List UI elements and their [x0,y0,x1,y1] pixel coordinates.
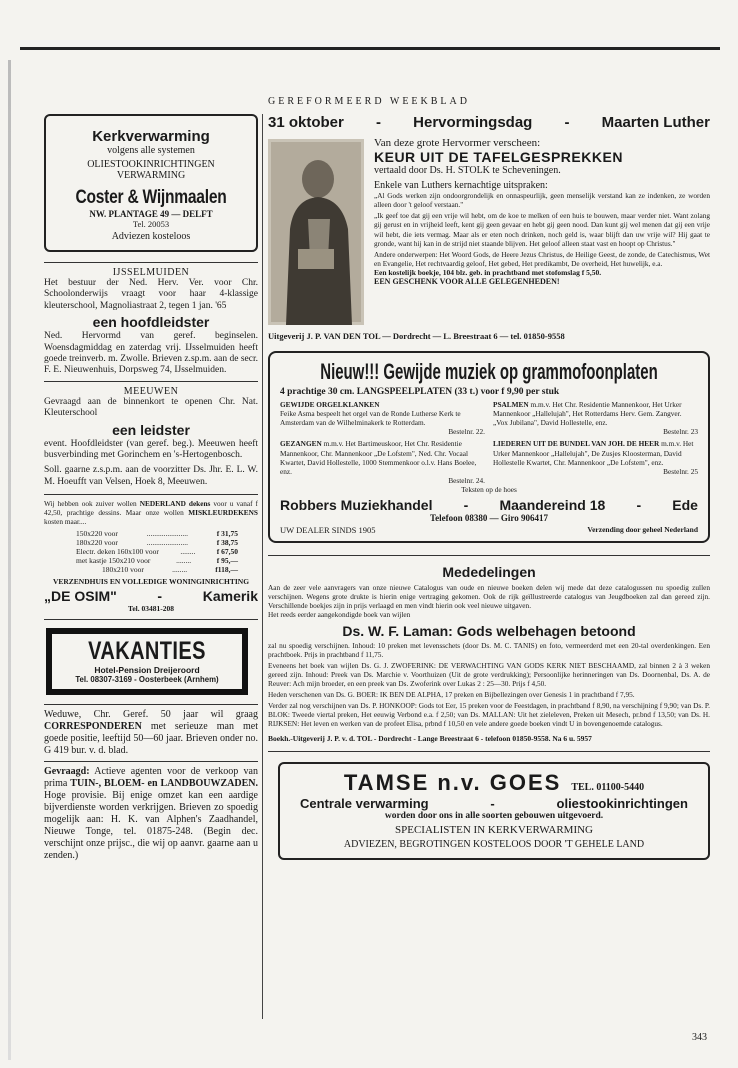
divider [44,262,258,263]
luther-portrait-icon [268,139,364,325]
divider [44,619,258,620]
record-text [493,439,698,466]
record-title: GEZANGEN [280,439,322,449]
text-run: kosten maar.... [44,517,87,527]
ad-text: Gevraagd aan de binnenkort te openen Chr. Nat. Kleuterschool [44,396,258,419]
separator: - [376,114,381,131]
divider [44,704,258,705]
store-city: Kamerik [202,588,258,605]
tamse-title-line [286,770,702,796]
price: f 38,75 [216,538,238,548]
text-run: Wij hebben ook zuiver wollen [44,499,140,509]
ad-line: volgens alle systemen [107,145,195,156]
price-row [44,538,258,547]
service: Centrale verwarming [300,795,429,811]
separator: - [157,588,163,605]
book-heading: Ds. W. F. Laman: Gods welbehagen betoond [342,622,636,639]
ad-title: een leidster [112,421,190,438]
price: f 67,50 [216,547,238,557]
ad-line: Adviezen kosteloos [111,231,191,242]
ad-kerkverwarming [44,114,258,252]
headline-date: 31 oktober [268,114,344,131]
dealer-line [280,525,698,535]
left-column [44,114,258,862]
ad-text: Het bestuur der Ned. Herv. Ver. voor Chr. Schoolonderwijs vraagt voor haar 4-klassige kleuterschool, Magnoliastraat 2, tegen 1 jan. '65 [44,278,258,311]
ad-title: Nieuw!!! Gewijde muziek op grammofoonplaten [320,359,658,384]
luther-text [374,137,710,325]
store-line [280,497,698,513]
luther-ad [268,137,710,325]
column-divider [262,114,263,1019]
order-number: Bestelnr. 22. [448,427,485,437]
text-run: voor u vanaf f 42,50, prachtige dessins. Maar onze wollen [44,499,258,518]
text-run: CORRESPONDEREN [44,720,142,732]
book-title: KEUR UIT DE TAFELGESPREKKEN [374,149,623,165]
ad-vakanties [46,628,248,694]
paragraph: Verder zal nog verschijnen van Ds. P. HONKOOP: Gods tot Eer, 15 preken voor de Feestdagen, in prachtband f 8,90, na verschijning f 9,90; van Ds. P. BLOK: Tweede viertal preken, Het eeuwig Verbond e.a. f 2,50; van Ds. MALLAN: Uit het zieleleven, Preken uit Mesech, pr.bnd f 13,50; van Ds. H. RIJKSEN: Het leven en werken van de profeet Elisa, prbnd f 10,50 en vele andere goede boeken vindt U in bovengenoemde catalogus. [268,701,710,729]
ad-line: Hotel-Pension Dreijeroord [94,664,200,675]
ad-line: VERZENDHUIS EN VOLLEDIGE WONINGINRICHTING [52,577,250,587]
record-title: PSALMEN [493,400,529,409]
text-run: Hoge provisie. Bij enige omzet kan een aardige bijverdienste worden verkrijgen. Brieven zo spoedig mogelijk aan: H. K. van Alphen's Zaadhandel, Nieuwe Tonge, tel. 01875-248. (Begin dec. verschijnt onze prijsc., die wij op aanvr. gaarne aan u zenden.) [44,789,258,861]
paragraph: Aan de zeer vele aanvragers van onze nieuwe Catalogus van oude en nieuwe boeken delen wij mede dat deze catalogussen nu spoedig zullen verschijnen. Wegens grote drukte is hierin enige vertraging gekomen. Ook de rijk geïllustreerde catalogus van Jeugdboeken zal dan gereed zijn. Verschillende boekjes zijn in prijs verlaagd en men vindt hierin ook veel nieuwe uitgaven. [268,583,710,611]
phone: Telefoon 08380 — Giro 906417 [429,513,548,524]
phone: Tel. 03481-208 [128,604,174,614]
ad-line: vertaald door Ds. H. STOLK te Scheveningen. [374,165,561,177]
quote: Andere onderwerpen: Het Woord Gods, de Heere Jezus Christus, de Heilige Geest, de zonde, de Catechismus, Wet en Evangelie, Het rechtvaardig geloof, Het gebed, Het predikambt, De overheid, Het huwelijk, e.a. [374,249,710,268]
leader-dots: ........ [176,556,192,566]
leader-dots: ...................... [146,538,188,548]
ad-line: Tel. 08307-3169 - Oosterbeek (Arnhem) [75,674,219,684]
text-run: m.m.v. Het Urker Mannenkoor „Hallelujah", De Zusjes Kloosterman, David Hollestelle Kwartet, Chr. Mannenkoor „De Lofstem", enz. [493,439,694,467]
record-column [493,400,698,485]
ad-text [44,766,258,862]
price: f118,— [215,565,238,575]
text-run: Gevraagd: [44,765,90,777]
leader-dots: ........ [180,547,196,557]
right-column [268,114,710,860]
price-row [44,547,258,556]
price-list [44,529,258,574]
price-label: 180x220 voor [76,538,118,548]
ad-text: Ned. Hervormd van geref. beginselen. Woensdagmiddag en zaterdag vrij. IJsselmuiden heeft goede treinverb. m. Zwolle. Brieven z.sp.m. aan de secr. F. E. Nieuwenhuis, Dorpsweg 74, IJsselmuiden. [44,331,258,376]
ad-line: Enkele van Luthers kernachtige uitspraken: [374,180,548,192]
record-text: Feike Asma bespeelt het orgel van de Ronde Lutherse Kerk te Amsterdam van de Wilhelminakerk te Rotterdam. [280,409,461,428]
section-heading: IJSSELMUIDEN [112,267,190,278]
paragraph: Heden verschenen van Ds. G. BOER: IK BEN DE ALPHA, 17 preken en Bijbellezingen over Genesis 1 in prachtband f 7,95. [268,690,635,700]
ad-line: 4 prachtige 30 cm. LANGSPEELPLATEN (33 t.) voor f 9,90 per stuk [280,387,560,397]
ad-tamse [278,762,710,860]
order-number: Bestelnr. 23 [663,427,698,437]
store-name: Robbers Muziekhandel [280,497,433,514]
record-list [280,400,698,485]
order-number: Bestelnr. 25 [663,466,698,476]
running-head: GEREFORMEERD WEEKBLAD [268,96,470,107]
ad-muziek [268,351,710,543]
record-title: GEWIJDE ORGELKLANKEN [280,400,380,409]
price-label: 180x210 voor [102,565,144,575]
text-run: MISKLEURDEKENS [188,508,258,518]
ad-line: EEN GESCHENK VOOR ALLE GELEGENHEDEN! [374,276,560,286]
record-text [280,439,485,475]
text-run: NEDERLAND dekens [139,499,211,509]
service: oliestookinrichtingen [556,795,688,811]
page-number: 343 [692,1032,707,1043]
firm-name: Coster & Wijnmaalen [75,187,227,208]
phone: Tel. 20053 [132,219,170,229]
ad-line: OLIESTOOKINRICHTINGEN [87,159,215,170]
store-name: „DE OSIM" [44,588,117,605]
store-street: Maandereind 18 [499,497,606,514]
separator: - [463,497,469,514]
separator: - [564,114,570,131]
section-heading: MEEUWEN [123,385,179,397]
text-run: Actieve agenten voor de verkoop van prima [44,765,258,789]
leader-dots: ...................... [146,529,188,539]
price-line: Een kostelijk boekje, 104 blz. geb. in prachtband met stofomslag f 5,50. [374,267,602,277]
price: f 31,75 [216,529,238,539]
quote: „Ik geef toe dat gij een vrije wil hebt, om de koe te melken of een huis te bouwen, maar verder niet. Want zolang gij gerust en in vrijheid leeft, kent gij geen gevaar en hebt gij geen nood. Dan kunt gij wel menen dat gij een vrije wil hebt, die iets vermag. Maar als er eten noch drinken, noch geld is, waar blijft dan uw vrije wil? Hij gaat te gronde, want hij kan in de strijd niet staande blijven. Het geloof alleen staat vast en hoopt op Christus." [374,211,710,248]
paragraph: Het reeds eerder aangekondigde boek van wijlen [268,610,411,620]
address: NW. PLANTAGE 49 — DELFT [89,209,213,219]
divider [268,555,710,556]
section-title: Mededelingen [442,564,536,581]
divider [44,381,258,382]
publisher-line: Uitgeverij J. P. VAN DEN TOL — Dordrecht — L. Breestraat 6 — tel. 01850-9558 [268,331,565,341]
ad-line: SPECIALISTEN IN KERKVERWARMING [395,823,593,836]
ad-line: VERWARMING [116,170,186,181]
ad-line: Verzending door geheel Nederland [587,525,698,535]
top-rule [20,47,720,50]
headline-name: Maarten Luther [601,114,710,131]
page-edge-shadow [8,60,11,1060]
paragraph: zal nu spoedig verschijnen. Inhoud: 10 preken met levensschets (door Ds. M. C. TANIS) en foto, vermeerderd met een 20-tal overdenkingen. Een prachtboek. Prijs in prachtband f 11,75. [268,640,710,659]
leader-dots: ........ [172,565,188,575]
ad-title: Kerkverwarming [92,128,210,145]
divider [268,751,710,752]
record-column [280,400,485,485]
headline-day: Hervormingsdag [413,114,533,131]
price-label: met kastje 150x210 voor [76,556,151,566]
price-row [44,565,258,574]
luther-headline [268,114,710,131]
ad-title: TAMSE n.v. GOES [343,769,562,795]
ad-line: worden door ons in alle soorten gebouwen uitgevoerd. [384,810,604,821]
publisher-line: Boekh.-Uitgeverij J. P. v. d. TOL - Dordrecht - Lange Breestraat 6 - telefoon 01850-9558. Na 6 u. 5957 [268,733,592,743]
luther-portrait-image [268,139,364,325]
ad-line: UW DEALER SINDS 1905 [280,525,376,536]
phone: TEL. 01100-5440 [571,781,645,793]
ad-line: ADVIEZEN, BEGROTINGEN KOSTELOOS DOOR 'T GEHELE LAND [343,838,645,850]
record-title: LIEDEREN UIT DE BUNDEL VAN JOH. DE HEER [493,439,660,449]
price: f 95,— [216,556,238,566]
price-label: 150x220 voor [76,529,118,539]
divider [44,494,258,495]
order-number: Bestelnr. 24. [448,475,485,485]
ad-text [44,709,258,757]
price-label: Electr. deken 160x100 voor [76,547,159,557]
osim-name-line [44,588,258,604]
service-line [286,796,702,811]
paragraph: Eveneens het boek van wijlen Ds. G. J. ZWOFERINK: DE VERWACHTING VAN GODS KERK NIET BESCHAAMD, zal binnen 2 à 3 weken gereed zijn. Inhoud: Preek van Ds. Marchie v. Voorthuizen (Uit de grote verdrukking); Persoonlijke herinneringen van Ds. Doornenbal, Ds. A. de Reuver: Ach mijn broeder, en een preek van Ds. Zwoferink over Lukas 2 : 25—30. Prijs f 4,50. [268,660,710,688]
ad-text: event. Hoofdleidster (van geref. beg.). Meeuwen heeft busverbinding met Gorinchem en 's-Hertogenbosch. [44,438,258,460]
text-run: m.m.v. Het Bartimeuskoor, Het Chr. Residentie Mannenkoor, Chr. Mannenkoor „De Lofstem", Ned. Chr. Vocaal Kwartet, David Hollestelle, 1000 Stemmenkoor o.l.v. Hans Boelee, enz. [280,439,477,476]
text-run: Weduwe, Chr. Geref. 50 jaar wil graag [44,708,258,720]
text-run: met serieuze man met goede positie, leeftijd 50—60 jaar. Brieven onder no. G 419 bur. v. d. blad. [44,720,258,756]
text-run: TUIN-, BLOEM- en LANDBOUWZADEN. [70,777,259,789]
price-row [44,529,258,538]
ad-title: een hoofdleidster [92,314,210,331]
text-run: m.m.v. Het Chr. Residentie Mannenkoor, Het Urker Mannenkoor „Hallelujah", Het Rotterdams Herv. Gem. Zangver. „Vox Jubilana", David Hollestelle, enz. [493,400,682,428]
ad-text [44,499,258,526]
divider [44,761,258,762]
ad-text: Soll. gaarne z.s.p.m. aan de voorzitter Ds. Jhr. E. L. W. M. Hoeufft van Velsen, Hoek 8, Meeuwen. [44,465,258,487]
store-city: Ede [672,497,698,514]
ad-title: VAKANTIES [88,637,206,666]
price-row [44,556,258,565]
record-text [493,400,698,427]
ad-line: Van deze grote Hervormer verscheen: [374,137,541,149]
separator: - [490,795,495,811]
quote: „Al Gods werken zijn ondoorgrondelijk en onnaspeurlijk, geen menselijk verstand kan ze indenken, ze worden alleen door 't geloof verstaan." [374,191,710,210]
ad-line: Teksten op de hoes [461,484,517,494]
separator: - [636,497,642,514]
